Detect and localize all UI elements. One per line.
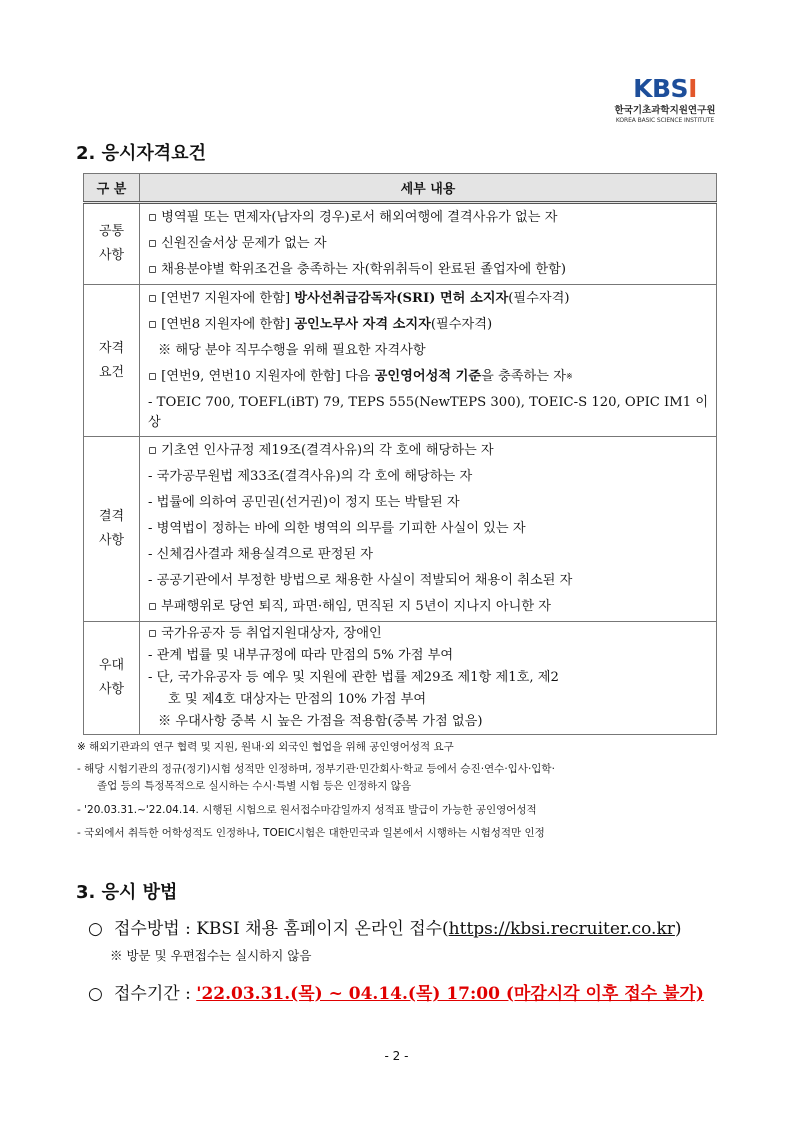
apply-period-deadline: '22.03.31.(목) ~ 04.14.(목) 17:00 (마감시각 이후 접수 불가) <box>196 984 704 1004</box>
list-item: - 공공기관에서 부정한 방법으로 채용한 사실이 적발되어 채용이 취소된 자 <box>148 573 573 588</box>
qualification-table <box>83 173 717 735</box>
page-number: - 2 - <box>384 1049 409 1063</box>
details-disqualification <box>140 437 717 622</box>
section-2-title: 2. 응시자격요건 <box>76 143 206 164</box>
apply-period-label: 접수기간 : <box>114 984 197 1004</box>
table-row-qualification <box>84 285 717 437</box>
logo-org-english: KOREA BASIC SCIENCE INSTITUTE <box>615 117 715 124</box>
apply-period <box>88 979 704 1004</box>
category-qualification: 자격 요건 <box>84 285 140 437</box>
apply-method-label: 접수방법 : KBSI 채용 홈페이지 온라인 접수( <box>114 919 449 939</box>
footnotes <box>77 738 727 847</box>
logo-org-korean: 한국기초과학지원연구원 <box>614 105 716 116</box>
list-item: ▫ 부패행위로 당연 퇴직, 파면·해임, 면직된 지 5년이 지나지 아니한 자 <box>148 599 552 614</box>
kbsi-logo-mark: KBSI <box>633 74 697 103</box>
list-item: ▫ 채용분야별 학위조건을 충족하는 자(학위취득이 완료된 졸업자에 한함) <box>148 262 567 277</box>
apply-method: ○ 접수방법 : KBSI 채용 홈페이지 온라인 접수(https://kbsi.recruiter.co.kr) <box>88 919 682 939</box>
header-details: 세부 내용 <box>140 174 717 203</box>
section-3-title: 3. 응시 방법 <box>76 882 178 903</box>
apply-method-note: ※ 방문 및 우편접수는 실시하지 않음 <box>110 948 312 963</box>
footnote-1: ※ 해외기관과의 연구 협력 및 지원, 원내·외 외국인 협업을 위해 공인영어성적 요구 <box>77 741 454 753</box>
list-item: - 단, 국가유공자 등 예우 및 지원에 관한 법률 제29조 제1항 제1호, 제2 <box>148 670 559 685</box>
list-item: 호 및 제4호 대상자는 만점의 10% 가점 부여 <box>168 692 427 707</box>
footnote-3: - '20.03.31.~'22.04.14. 시행된 시험으로 원서접수마감일까지 성적표 발급이 가능한 공인영어성적 <box>77 804 537 816</box>
table-row-common <box>84 203 717 285</box>
list-item: ※ 해당 분야 직무수행을 위해 필요한 자격사항 <box>158 343 426 358</box>
list-item: ▫ [연번7 지원자에 한함] 방사선취급감독자(SRI) 면허 소지자(필수자격) <box>148 291 570 306</box>
circle-bullet-icon: ○ <box>88 984 103 1004</box>
list-item: ※ 우대사항 중복 시 높은 가점을 적용함(중복 가점 없음) <box>158 714 483 729</box>
list-item: - 국가공무원법 제33조(결격사유)의 각 호에 해당하는 자 <box>148 469 473 484</box>
list-item: - 관계 법률 및 내부규정에 따라 만점의 5% 가점 부여 <box>148 648 454 663</box>
list-item: ▫ [연번9, 연번10 지원자에 한함] 다음 공인영어성적 기준을 충족하는 자※ <box>148 369 573 384</box>
list-item: ▫ [연번8 지원자에 한함] 공인노무사 자격 소지자(필수자격) <box>148 317 493 332</box>
details-qualification <box>140 285 717 437</box>
list-item: - TOEIC 700, TOEFL(iBT) 79, TEPS 555(NewTEPS 300), TOEIC-S 120, OPIC IM1 이상 <box>148 395 709 430</box>
recruit-site-link[interactable]: https://kbsi.recruiter.co.kr <box>448 919 675 939</box>
list-item: - 병역법이 정하는 바에 의한 병역의 의무를 기피한 사실이 있는 자 <box>148 521 526 536</box>
footnote-4: - 국외에서 취득한 어학성적도 인정하나, TOEIC시험은 대한민국과 일본에서 시행하는 시험성적만 인정 <box>77 827 545 839</box>
footnote-2b: 졸업 등의 특정목적으로 실시하는 수시·특별 시험 등은 인정하지 않음 <box>97 780 412 792</box>
header-category: 구 분 <box>84 174 140 203</box>
category-preference: 우대 사항 <box>84 622 140 735</box>
list-item: ▫ 신원진술서상 문제가 없는 자 <box>148 236 327 251</box>
details-preference <box>140 622 717 735</box>
table-header-row <box>84 174 717 203</box>
table-row-preference <box>84 622 717 735</box>
list-item: ▫ 국가유공자 등 취업지원대상자, 장애인 <box>148 626 382 641</box>
details-common <box>140 203 717 285</box>
category-common: 공통 사항 <box>84 203 140 285</box>
footnote-2a: - 해당 시험기관의 정규(정기)시험 성적만 인정하며, 정부기관·민간회사·학교 등에서 승진·연수·입사·입학· <box>77 763 555 775</box>
circle-bullet-icon: ○ <box>88 919 103 939</box>
kbsi-logo <box>604 76 726 125</box>
table-row-disqualification <box>84 437 717 622</box>
list-item: - 법률에 의하여 공민권(선거권)이 정지 또는 박탈된 자 <box>148 495 460 510</box>
list-item: ▫ 병역필 또는 면제자(남자의 경우)로서 해외여행에 결격사유가 없는 자 <box>148 210 558 225</box>
category-disqualification: 결격 사항 <box>84 437 140 622</box>
list-item: ▫ 기초연 인사규정 제19조(결격사유)의 각 호에 해당하는 자 <box>148 443 494 458</box>
list-item: - 신체검사결과 채용실격으로 판정된 자 <box>148 547 374 562</box>
